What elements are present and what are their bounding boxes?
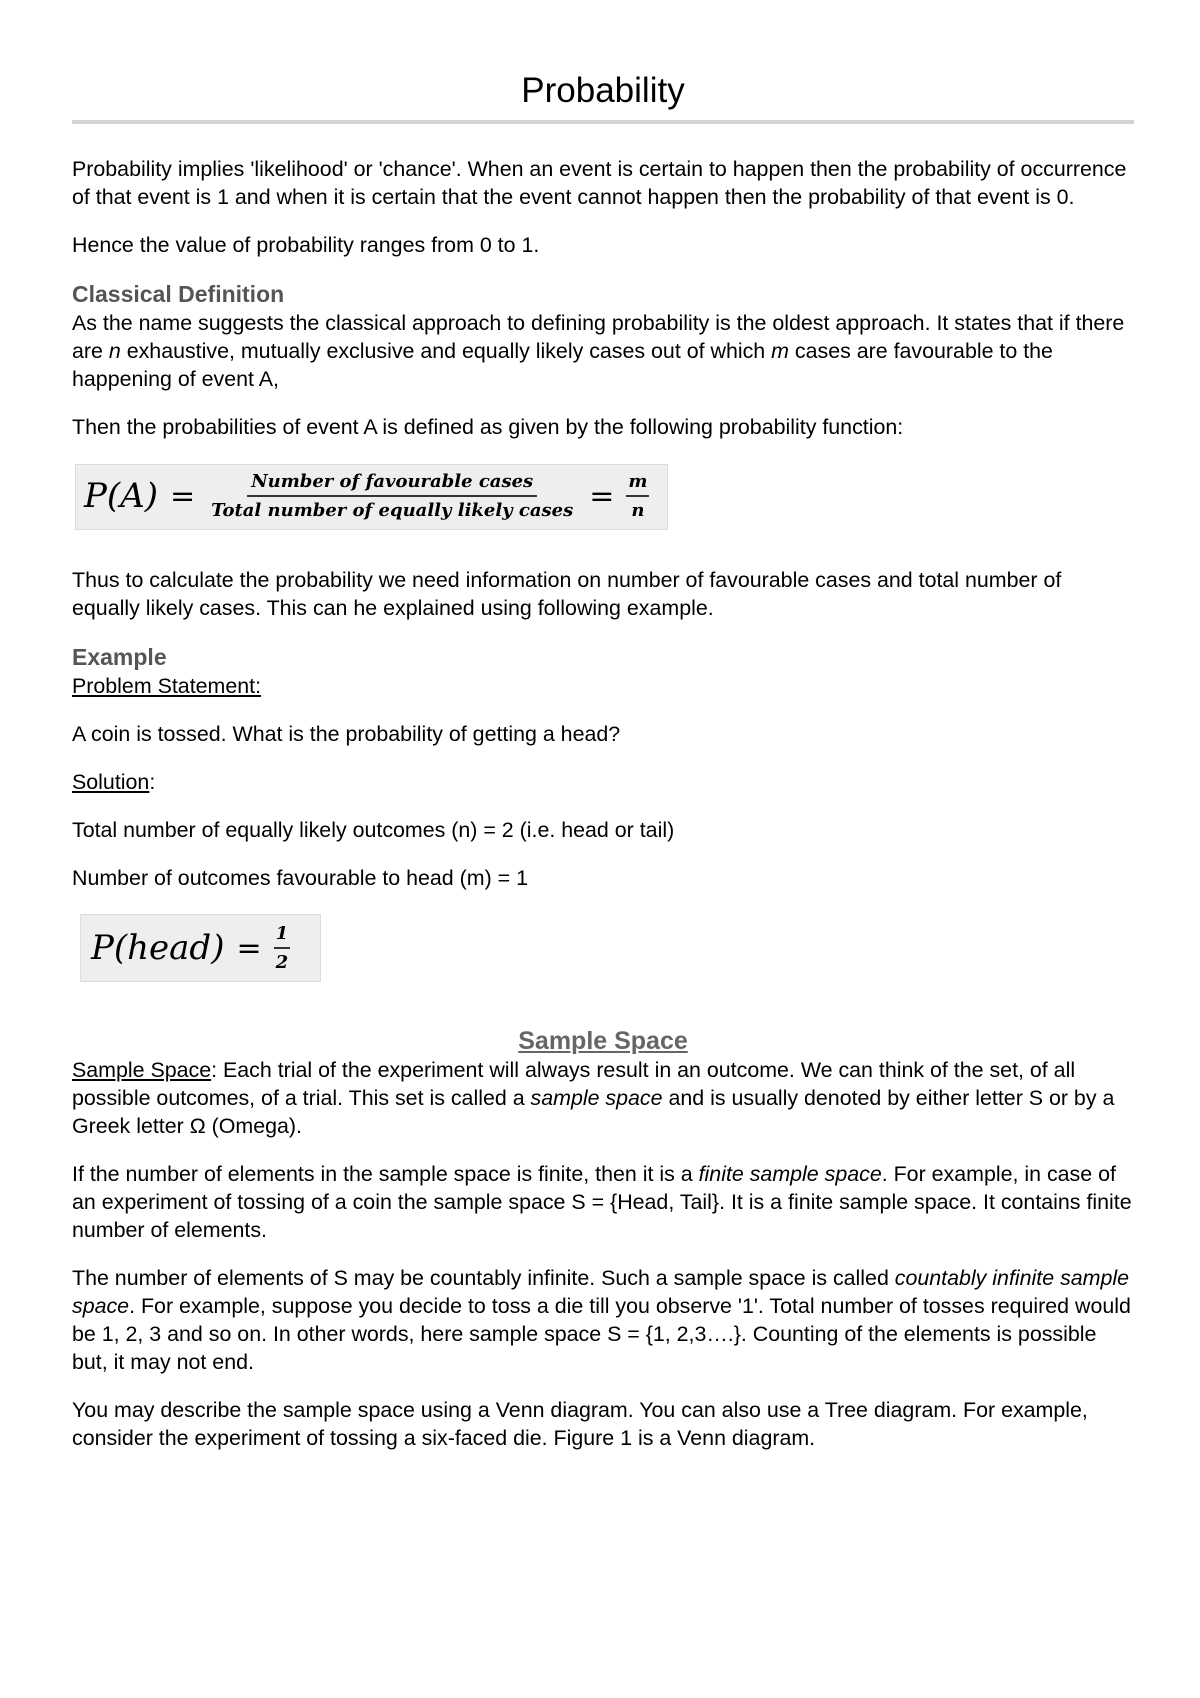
formula-lhs: P(A) (84, 476, 158, 516)
solution-label: Solution: (72, 770, 156, 794)
head-formula-lhs: P(head) (91, 928, 225, 968)
classical-heading: Classical Definition (72, 281, 285, 307)
head-probability-formula (80, 914, 321, 982)
problem-statement-label: Problem Statement: (72, 674, 262, 698)
n-variable: n (108, 339, 121, 363)
intro-paragraph: Probability implies 'likelihood' or 'chance'. When an event is certain to happen then the probability of occurrence of that event is 1 and when it is certain that the event cannot happen then the probability of that event is 0. (72, 157, 1127, 209)
sample-space-paragraph-1: Sample Space: Each trial of the experiment will always result in an outcome. We can think of the set, of all possible outcomes, of a trial. This set is called a sample space and is usually denoted by either letter S or by a Greek letter Ω (Omega). (72, 1058, 1115, 1138)
probability-formula (75, 464, 668, 530)
problem-text: A coin is tossed. What is the probability of getting a head? (72, 722, 621, 746)
formula-equals: = (169, 478, 196, 514)
range-paragraph: Hence the value of probability ranges from 0 to 1. (72, 233, 540, 257)
example-heading: Example (72, 644, 167, 670)
head-formula-fraction (274, 923, 291, 973)
head-formula-denominator: 2 (275, 952, 289, 973)
head-formula-numerator: 1 (274, 923, 291, 949)
formula-m: m (626, 471, 649, 497)
probability-function-intro: Then the probabilities of event A is defined as given by the following probability function: (72, 415, 904, 439)
head-formula-equals: = (236, 930, 262, 966)
title-divider (72, 120, 1134, 124)
m-variable: m (771, 339, 789, 363)
formula-equals-2: = (589, 478, 615, 514)
sample-space-heading: Sample Space (518, 1027, 688, 1055)
solution-line-1: Total number of equally likely outcomes (n) = 2 (i.e. head or tail) (72, 818, 675, 842)
classical-paragraph: As the name suggests the classical approach to defining probability is the oldest approach. It states that if there are n exhaustive, mutually exclusive and equally likely cases out of which m cases are favourable to the happening of event A, (72, 311, 1125, 391)
solution-line-2: Number of outcomes favourable to head (m) = 1 (72, 866, 528, 890)
calculation-paragraph: Thus to calculate the probability we need information on number of favourable cases and total number of equally likely cases. This can he explained using following example. (72, 568, 1062, 620)
page-title: Probability (521, 71, 685, 110)
document-page (72, 64, 1134, 1472)
sample-space-paragraph-3: The number of elements of S may be countably infinite. Such a sample space is called countably infinite sample space. For example, suppose you decide to toss a die till you observe '1'. Total number of tosses required would be 1, 2, 3 and so on. In other words, here sample space S = {1, 2,3….}. Counting of the elements is possible but, it may not end. (72, 1266, 1131, 1374)
formula-fraction (207, 471, 577, 521)
sample-space-paragraph-2: If the number of elements in the sample space is finite, then it is a finite sample space. For example, in case of an experiment of tossing of a coin the sample space S = {Head, Tail}. It is a finite sample space. It contains finite number of elements. (72, 1162, 1132, 1242)
formula-n: n (631, 500, 645, 521)
formula-denominator: Total number of equally likely cases (211, 500, 574, 521)
sample-space-paragraph-4: You may describe the sample space using a Venn diagram. You can also use a Tree diagram. For example, consider the experiment of tossing a six-faced die. Figure 1 is a Venn diagram. (72, 1398, 1088, 1450)
formula-numerator: Number of favourable cases (247, 471, 537, 497)
formula-fraction-mn (626, 471, 649, 521)
